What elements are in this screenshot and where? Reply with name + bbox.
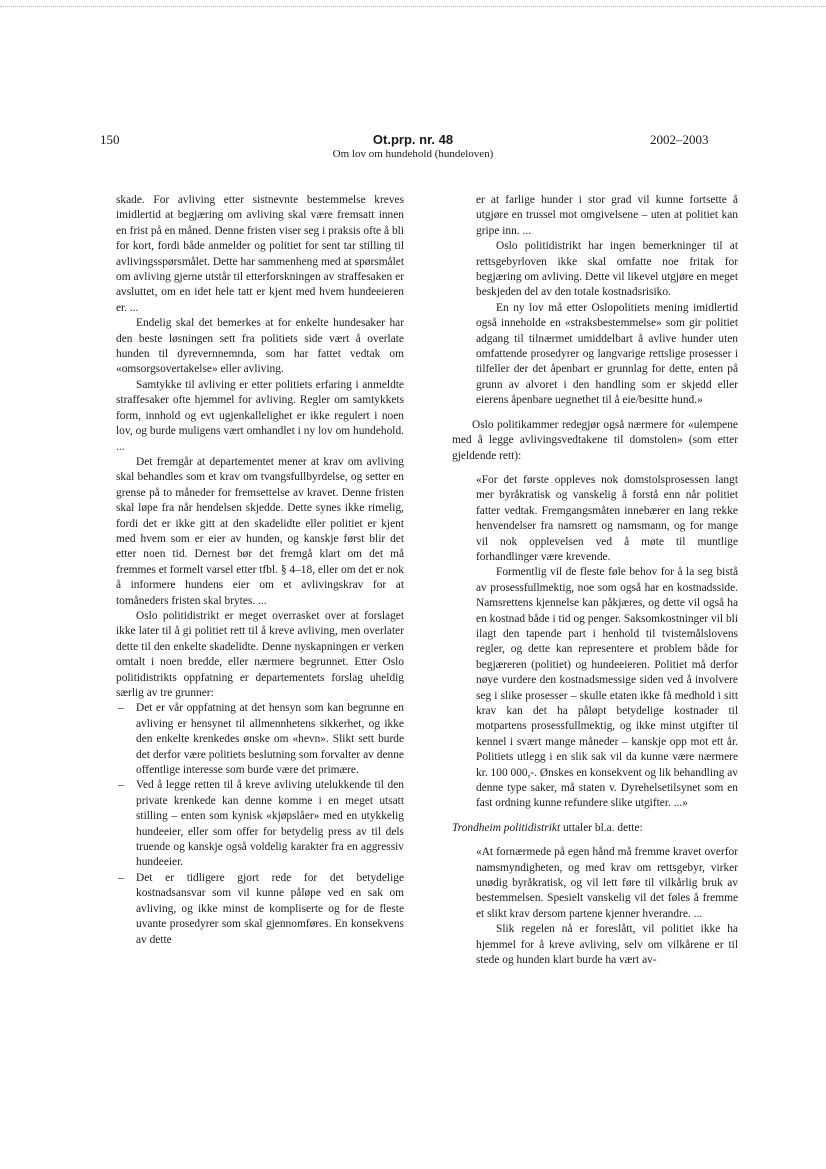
paragraph: Slik regelen nå er foreslått, vil politiet ikke ha hjemmel for å kreve avliving, selv om vilkårene er til stede og hunden klart burde ha vært av- [476,923,738,967]
list-item: – Ved å legge retten til å kreve avliving utelukkende til den private krenkede kan denne komme i en meget utsatt stilling – enten som kynisk «kjøpslåer» med en utykkelig hundeeier, eller som offer for betydelig press av til dels truende og kanskje også voldelig karakter fra en aggressiv hundeeier. [116,778,404,870]
document-title: Ot.prp. nr. 48 [372,132,454,147]
running-header [250,132,576,161]
paragraph: er at farlige hunder i stor grad vil kunne fortsette å utgjøre en trussel mot omgivelsene – uten at politiet kan gripe inn. ... [476,194,738,237]
quote-block [452,193,738,409]
paragraph: skade. For avliving etter sistnevnte bestemmelse kreves imidlertid at begjæring om avliving skal være fremsatt innen en frist på en måned. Denne fristen viser seg i praksis ofte å bli for kort, fordi både anmelder og politiet for sent tar stilling til avlivingsspørsmålet. Dette har sammenheng med at spørsmålet om avliving gjerne utstår til etterforskningen av straffesaken er avsluttet, om en idet hele tatt er kjent med hvem hundeeieren er. ... [116,194,404,314]
reasons-list [116,701,404,948]
paragraph: Oslo politidistrikt har ingen bemerkninger til at rettsgebyrloven ikke skal omfatte noe fritak for begjæring om avliving. Dette vil likevel utgjøre en meget beskjeden del av den totale kostnadsrisiko. [476,240,738,299]
document-subtitle: Om lov om hundehold (hundeloven) [332,148,494,160]
paragraph: En ny lov må etter Oslopolitiets mening imidlertid også inneholde en «straksbestemmelse» som gir politiet adgang til tilnærmet umiddelbart å avlive hunder uten omfattende prosedyrer og langvarige rettslige prosesser i tilfeller der det åpenbart er grunnlag for dette, enten på grunn av alvoret i den handling som er skjedd eller eierens åpenbare uegnethet til å eie/besitte hund.» [476,301,738,407]
page-number: 150 [100,132,120,147]
session-year: 2002–2003 [650,132,709,147]
paragraph: Endelig skal det bemerkes at for enkelte hundesaker har den beste løsningen sett fra politiets side vært å overlate hunden til dyrevernnemnda, som har fattet vedtak om «omsorgsovertakelse» eller avliving. [116,317,404,376]
list-item: – Det er tidligere gjort rede for det betydelige kostnadsansvar som vil kunne påløpe ved en sak om avliving, og ikke minst de kompliserte og for de fleste uvante prosedyrer som skal gjennomføres. En konsekvens av dette [116,871,404,948]
left-column [116,193,404,948]
paragraph: «At fornærmede på egen hånd må fremme kravet overfor namsmyndigheten, og med krav om rettsgebyr, virker unødig byråkratisk, og vil lett føre til vilkårlig bruk av bestemmelsen. Spesielt vanskelig vil det føles å fremme et slikt krav dersom partene kjenner hverandre. ... [476,846,738,920]
paragraph: Oslo politikammer redegjør også nærmere for «ulempene med å legge avlivingsvedtakene til domstolen» (som etter gjeldende rett): [452,418,738,462]
list-item: – Det er vår oppfatning at det hensyn som kan begrunne en avliving er hensynet til allmennhetens sikkerhet, og ikke den enkelte krenkedes ønske om «hevn». Slikt sett burde det derfor være politiets beslutning som forvalter av denne offentlige interesse som burde være det primære. [116,701,404,778]
paragraph: Det fremgår at departementet mener at krav om avliving skal behandles som et krav om tvangsfullbyrdelse, og setter en grense på to måneder for fremsettelse av kravet. Denne fristen skal løpe fra når hendelsen skjedde. Dette synes ikke rimelig, fordi det er ikke gitt at den skadelidte eller politiet er kjent med hvem som er eier av hunden, og kanskje først blir det etter noen tid. Dernest bør det fremgå klart om det må fremmes et formelt varsel etter tfbl. § 4–18, eller om det er nok å informere hundens eier om et avlivingskrav for at tomåneders fristen skal brytes. ... [116,455,404,607]
quote-block [452,473,738,812]
paragraph: Samtykke til avliving er etter politiets erfaring i anmeldte straffesaker ofte hjemmel for avliving. Regler om samtykkets form, innhold og evt ugjenkallelighet er ikke regulert i noen lov, og burde muligens vært omhandlet i ny lov om hundehold. ... [116,378,404,453]
paragraph: Oslo politidistrikt er meget overrasket over at forslaget ikke later til å gi politiet rett til å kreve avliving, men overlater dette til den enkelte skadelidte. Denne nyskapningen er verken omtalt i noen bredde, eller nærmere begrunnet. Etter Oslo politidistrikts oppfatning er departementets forslag uheldig særlig av tre grunner: [116,609,404,699]
quote-block [452,845,738,968]
scan-edge-line [0,6,826,7]
source-intro: uttaler bl.a. dette: [560,821,643,834]
paragraph: «For det første oppleves nok domstolsprosessen langt mer byråkratisk og vanskelig å forstå enn når politiet fatter vedtak. Fremgangsmåten innebærer en lang rekke henvendelser fra namsrett og namsmann, og for mange vil nok opplevelsen ved å møte til muntlige forhandlinger være krevende. [476,473,738,563]
right-column [452,193,738,969]
paragraph [452,821,738,836]
paragraph: Formentlig vil de fleste føle behov for å la seg bistå av prosessfullmektig, noe som også har en kostnadsside. Namsrettens kjennelse kan påkjæres, og dette vil også ha en kostnad både i tid og penger. Saksomkostninger vil bli ilagt den tapende part i henhold til tvistemålslovens regler, og dette kan representere et problem både for begjæreren (politiet) og hundeeieren. Politiet må derfor nøye vurdere den kostnadsmessige siden ved å involvere seg i slike prosesser – skulle etaten ikke få medhold i sitt krav kan det ha påløpt betydelige kostnader til motpartens prosessfullmektig, og ikke minst utgifter til kennel i svært mange måneder – kanskje opp mot ett år. Politiets utlegg i en slik sak vil da kunne være nærmere kr. 100 000,-. Ønskes en konsekvent og lik behandling av denne type saker, må staten v. Dyrehelsetilsynet som en fast ordning kunne refundere slike utgifter. ...» [476,566,738,810]
source-name: Trondheim politidistrikt [452,821,561,834]
